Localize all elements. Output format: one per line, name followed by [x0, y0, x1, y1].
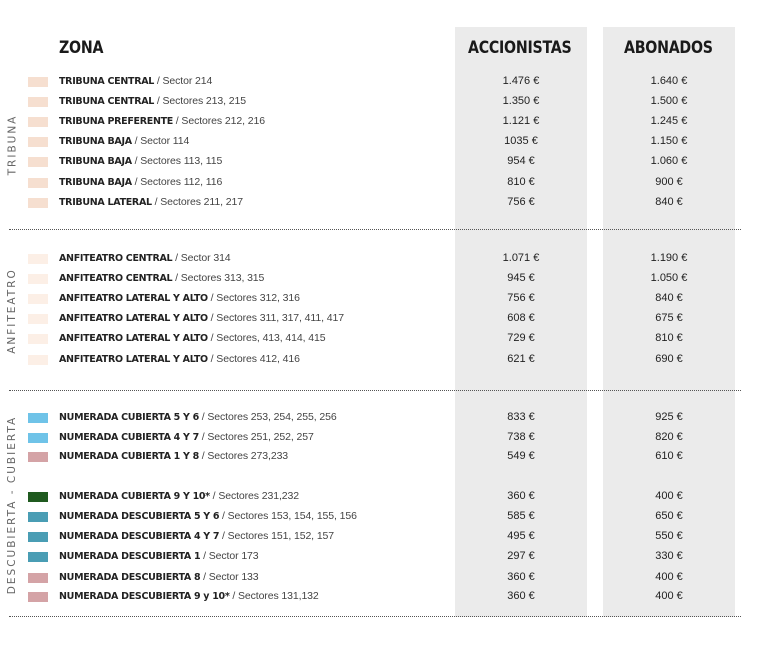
zone-cell	[59, 176, 222, 188]
accionistas-price: 297 €	[507, 550, 535, 562]
zone-separator: /	[200, 571, 209, 583]
abonados-price: 1.245 €	[650, 115, 688, 127]
zone-sectors: Sector 314	[180, 252, 231, 264]
zone-sectors: Sectores 211, 217	[160, 196, 243, 208]
table-row	[0, 448, 762, 468]
zone-cell	[59, 155, 222, 167]
accionistas-price: 1.071 €	[502, 252, 540, 264]
table-row	[0, 429, 762, 449]
zone-name: TRIBUNA PREFERENTE	[59, 116, 173, 127]
section-divider	[9, 229, 741, 230]
zone-cell	[59, 490, 299, 502]
accionistas-price: 1.350 €	[502, 95, 540, 107]
zone-sectors: Sectores 313, 315	[180, 272, 265, 284]
zone-color-swatch	[28, 274, 48, 284]
zone-cell	[59, 332, 326, 344]
zone-sectors: Sectores 212, 216	[181, 115, 265, 127]
table-row	[0, 409, 762, 429]
abonados-price: 900 €	[655, 176, 683, 188]
zone-name: TRIBUNA CENTRAL	[59, 76, 155, 87]
section-label-text: ANFITEATRO	[6, 268, 19, 354]
zone-sectors: Sector 173	[208, 550, 259, 562]
abonados-price: 650 €	[655, 510, 683, 522]
abonados-price: 675 €	[655, 312, 683, 324]
zone-cell	[59, 95, 246, 107]
zone-sectors: Sectores 213, 215	[162, 95, 246, 107]
zone-separator: /	[151, 196, 161, 208]
zone-separator: /	[198, 411, 208, 423]
zone-sectors: Sectores 251, 252, 257	[207, 431, 314, 443]
table-row	[0, 508, 762, 528]
abonados-price: 1.050 €	[650, 272, 688, 284]
zone-color-swatch	[28, 492, 48, 502]
zone-separator: /	[154, 75, 163, 87]
zone-cell	[59, 272, 264, 284]
abonados-price: 1.150 €	[650, 135, 688, 147]
abonados-price: 840 €	[655, 292, 683, 304]
zone-sectors: Sectores 311, 317, 411, 417	[216, 312, 344, 324]
zone-cell	[59, 411, 337, 423]
zone-cell	[59, 590, 319, 602]
zone-color-swatch	[28, 117, 48, 127]
zone-color-swatch	[28, 97, 48, 107]
zone-color-swatch	[28, 512, 48, 522]
table-row	[0, 270, 762, 290]
zone-name: TRIBUNA LATERAL	[59, 197, 152, 208]
abonados-price: 840 €	[655, 196, 683, 208]
zone-name: ANFITEATRO LATERAL Y ALTO	[59, 293, 208, 304]
zone-separator: /	[198, 450, 208, 462]
accionistas-price: 945 €	[507, 272, 535, 284]
zone-separator: /	[198, 431, 208, 443]
zone-name: NUMERADA DESCUBIERTA 8	[59, 572, 201, 583]
table-row	[0, 93, 762, 113]
zone-cell	[59, 571, 259, 583]
accionistas-price: 729 €	[507, 332, 535, 344]
zone-name: NUMERADA CUBIERTA 5 Y 6	[59, 412, 199, 423]
accionistas-header: ACCIONISTAS	[468, 38, 572, 57]
zone-color-swatch	[28, 254, 48, 264]
zone-color-swatch	[28, 433, 48, 443]
zone-name: TRIBUNA BAJA	[59, 156, 132, 167]
table-row	[0, 310, 762, 330]
accionistas-price: 608 €	[507, 312, 535, 324]
section-divider	[9, 616, 741, 617]
zone-sectors: Sectores 112, 116	[140, 176, 223, 188]
abonados-price: 925 €	[655, 411, 683, 423]
zone-cell	[59, 252, 231, 264]
zone-separator: /	[131, 176, 141, 188]
zone-separator: /	[172, 272, 181, 284]
zone-cell	[59, 550, 259, 562]
abonados-price: 690 €	[655, 353, 683, 365]
accionistas-price: 1.476 €	[502, 75, 540, 87]
abonados-price: 1.060 €	[650, 155, 688, 167]
zone-sectors: Sectores 153, 154, 155, 156	[227, 510, 357, 522]
zone-separator: /	[219, 530, 228, 542]
table-row	[0, 569, 762, 589]
zone-name: NUMERADA CUBIERTA 1 Y 8	[59, 451, 199, 462]
zone-separator: /	[154, 95, 163, 107]
zone-name: ANFITEATRO LATERAL Y ALTO	[59, 313, 208, 324]
zone-name: TRIBUNA BAJA	[59, 177, 132, 188]
zone-color-swatch	[28, 314, 48, 324]
accionistas-price: 360 €	[507, 490, 535, 502]
section-divider	[9, 390, 741, 391]
zone-separator: /	[131, 135, 141, 147]
table-row	[0, 330, 762, 350]
zone-color-swatch	[28, 452, 48, 462]
zone-color-swatch	[28, 413, 48, 423]
zone-name: TRIBUNA BAJA	[59, 136, 132, 147]
table-row	[0, 250, 762, 270]
zone-cell	[59, 292, 300, 304]
zone-name: NUMERADA DESCUBIERTA 9 y 10*	[59, 591, 230, 602]
table-row	[0, 351, 762, 371]
zone-cell	[59, 450, 288, 462]
accionistas-price: 738 €	[507, 431, 535, 443]
zone-cell	[59, 510, 357, 522]
accionistas-price: 833 €	[507, 411, 535, 423]
zone-name: NUMERADA DESCUBIERTA 4 Y 7	[59, 531, 220, 542]
zone-name: ANFITEATRO CENTRAL	[59, 273, 173, 284]
zone-name: ANFITEATRO CENTRAL	[59, 253, 173, 264]
zone-name: NUMERADA DESCUBIERTA 1	[59, 551, 201, 562]
accionistas-price: 621 €	[507, 353, 535, 365]
zone-color-swatch	[28, 532, 48, 542]
table-row	[0, 488, 762, 508]
zone-color-swatch	[28, 552, 48, 562]
zone-color-swatch	[28, 137, 48, 147]
zone-separator: /	[172, 252, 181, 264]
table-row	[0, 290, 762, 310]
zone-cell	[59, 75, 212, 87]
accionistas-price: 756 €	[507, 196, 535, 208]
abonados-price: 820 €	[655, 431, 683, 443]
zone-separator: /	[207, 353, 217, 365]
zone-color-swatch	[28, 77, 48, 87]
zone-name: TRIBUNA CENTRAL	[59, 96, 155, 107]
zone-color-swatch	[28, 198, 48, 208]
abonados-price: 610 €	[655, 450, 683, 462]
accionistas-price: 495 €	[507, 530, 535, 542]
abonados-price: 810 €	[655, 332, 683, 344]
zone-name: NUMERADA DESCUBIERTA 5 Y 6	[59, 511, 220, 522]
zone-name: NUMERADA CUBIERTA 9 Y 10*	[59, 491, 210, 502]
abonados-price: 330 €	[655, 550, 683, 562]
zone-cell	[59, 196, 243, 208]
zone-color-swatch	[28, 334, 48, 344]
zone-color-swatch	[28, 573, 48, 583]
table-row	[0, 73, 762, 93]
zone-sectors: Sector 133	[208, 571, 259, 583]
zona-header: ZONA	[59, 38, 104, 57]
abonados-price: 1.640 €	[650, 75, 688, 87]
abonados-price: 400 €	[655, 571, 683, 583]
accionistas-price: 549 €	[507, 450, 535, 462]
section-label-text: DESCUBIERTA - CUBIERTA	[6, 415, 19, 595]
accionistas-price: 756 €	[507, 292, 535, 304]
abonados-price: 1.500 €	[650, 95, 688, 107]
zone-separator: /	[229, 590, 238, 602]
zone-sectors: Sectores 151, 152, 157	[227, 530, 335, 542]
table-row	[0, 528, 762, 548]
zone-color-swatch	[28, 294, 48, 304]
zone-color-swatch	[28, 178, 48, 188]
table-row	[0, 174, 762, 194]
zone-cell	[59, 135, 189, 147]
zone-separator: /	[131, 155, 141, 167]
abonados-price: 400 €	[655, 490, 683, 502]
zone-cell	[59, 115, 265, 127]
accionistas-price: 1035 €	[504, 135, 538, 147]
section-label-text: TRIBUNA	[6, 114, 19, 176]
abonados-price: 550 €	[655, 530, 683, 542]
zone-name: ANFITEATRO LATERAL Y ALTO	[59, 333, 208, 344]
zone-separator: /	[219, 510, 228, 522]
zone-sectors: Sectores 113, 115	[140, 155, 223, 167]
zone-name: ANFITEATRO LATERAL Y ALTO	[59, 354, 208, 365]
zone-sectors: Sector 214	[162, 75, 213, 87]
table-row	[0, 548, 762, 568]
zone-separator: /	[172, 115, 182, 127]
accionistas-price: 360 €	[507, 590, 535, 602]
abonados-price: 400 €	[655, 590, 683, 602]
abonados-price: 1.190 €	[650, 252, 688, 264]
zone-color-swatch	[28, 157, 48, 167]
abonados-header: ABONADOS	[624, 38, 713, 57]
zone-color-swatch	[28, 592, 48, 602]
table-row	[0, 588, 762, 608]
zone-cell	[59, 431, 314, 443]
accionistas-price: 360 €	[507, 571, 535, 583]
zone-separator: /	[207, 332, 217, 344]
accionistas-price: 954 €	[507, 155, 535, 167]
zone-sectors: Sectores 273,233	[207, 450, 289, 462]
zone-cell	[59, 353, 300, 365]
zone-color-swatch	[28, 355, 48, 365]
zone-cell	[59, 312, 344, 324]
zone-sectors: Sectores 253, 254, 255, 256	[207, 411, 337, 423]
zone-separator: /	[209, 490, 219, 502]
zone-sectors: Sectores 231,232	[218, 490, 300, 502]
table-row	[0, 194, 762, 214]
table-row	[0, 113, 762, 133]
zone-sectors: Sector 114	[140, 135, 190, 147]
zone-name: NUMERADA CUBIERTA 4 Y 7	[59, 432, 199, 443]
table-row	[0, 133, 762, 153]
table-row	[0, 153, 762, 173]
zone-sectors: Sectores 412, 416	[216, 353, 300, 365]
zone-sectors: Sectores 312, 316	[216, 292, 300, 304]
zone-separator: /	[207, 312, 217, 324]
accionistas-price: 1.121 €	[502, 115, 540, 127]
accionistas-price: 810 €	[507, 176, 535, 188]
zone-separator: /	[200, 550, 209, 562]
zone-sectors: Sectores, 413, 414, 415	[216, 332, 326, 344]
zone-separator: /	[207, 292, 217, 304]
accionistas-price: 585 €	[507, 510, 535, 522]
zone-sectors: Sectores 131,132	[237, 590, 319, 602]
zone-cell	[59, 530, 334, 542]
